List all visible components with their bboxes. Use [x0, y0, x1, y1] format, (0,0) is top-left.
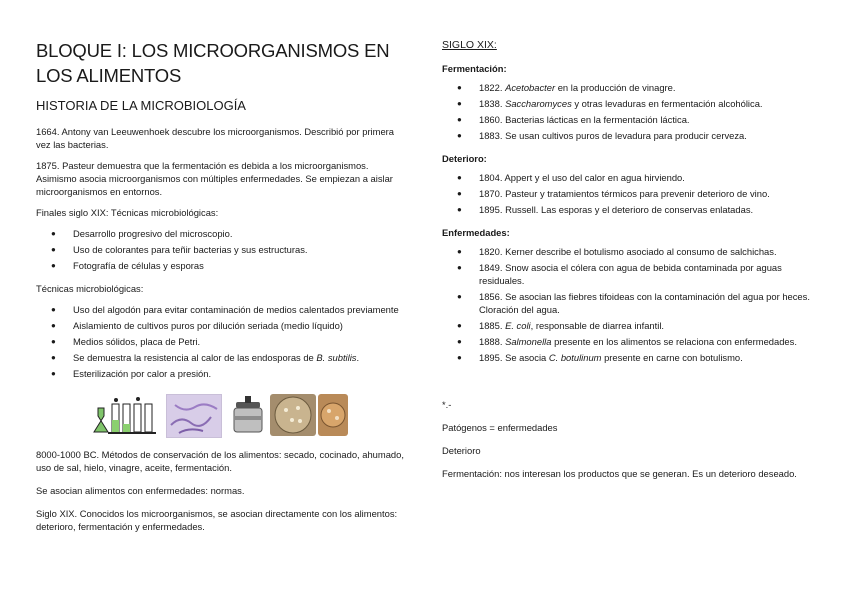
list-item: ● Se demuestra la resistencia al calor de las endosporas de B. subtilis. [36, 351, 408, 364]
deterioro-note: Deterioro [442, 445, 481, 456]
illustration-strip [92, 394, 408, 436]
list-item: ● Desarrollo progresivo del microscopio. [36, 227, 408, 240]
list-item: ● 1838. Saccharomyces y otras levaduras en fermentación alcohólica. [442, 97, 814, 110]
patogenos-note: Patógenos = enfermedades [442, 422, 558, 433]
paragraph-1664: 1664. Antony van Leeuwenhoek descubre los microorganismos. Describió por primera vez las bacterias. [36, 126, 395, 150]
finales-list [36, 227, 408, 272]
siglo-xix-title: SIGLO XIX: [442, 39, 497, 51]
tecnicas-list [36, 303, 408, 380]
list-item: ● Uso del algodón para evitar contaminación de medios calentados previamente [36, 303, 408, 316]
enfermedades-list [442, 245, 814, 364]
deterioro-heading: Deterioro: [442, 153, 487, 164]
deterioro-list [442, 171, 814, 216]
list-item: ● 1860. Bacterias lácticas en la fermentación láctica. [442, 113, 814, 126]
petri-dish-photo [270, 394, 316, 436]
paragraph-normas: Se asocian alimentos con enfermedades: normas. [36, 485, 245, 496]
culture-plate-photo [318, 394, 348, 436]
enfermedades-heading: Enfermedades: [442, 227, 510, 238]
list-item: ● 1870. Pasteur y tratamientos térmicos para prevenir deterioro de vino. [442, 187, 814, 200]
list-item: ● Aislamiento de cultivos puros por dilución seriada (medio líquido) [36, 319, 408, 332]
finales-heading: Finales siglo XIX: Técnicas microbiológicas: [36, 207, 219, 218]
list-item: ● Esterilización por calor a presión. [36, 367, 408, 380]
tecnicas-heading: Técnicas microbiológicas: [36, 283, 144, 294]
list-item: ● 1888. Salmonella presente en los alimentos se relaciona con enfermedades. [442, 335, 814, 348]
note-symbol: *.- [442, 399, 452, 410]
left-column [36, 0, 408, 533]
species-name: B. subtilis [316, 352, 357, 363]
list-item: ● 1804. Appert y el uso del calor en agua hirviendo. [442, 171, 814, 184]
paragraph-8000bc: 8000-1000 BC. Métodos de conservación de los alimentos: secado, cocinado, ahumado, uso de sal, hielo, vinagre, aceite, fermentación. [36, 449, 404, 473]
list-item: ● 1885. E. coli, responsable de diarrea infantil. [442, 319, 814, 332]
bacteria-micrograph [166, 394, 222, 438]
fermentacion-list [442, 81, 814, 142]
paragraph-1875: 1875. Pasteur demuestra que la fermentación es debida a los microorganismos. Asimismo asocia microorganismos con múltiples enfermedades. Se empiezan a aislar microorganismos en entornos. [36, 160, 393, 197]
paragraph-siglo-xix: Siglo XIX. Conocidos los microorganismos, se asocian directamente con los alimentos: deterioro, fermentación y enfermedades. [36, 508, 398, 532]
lab-flasks-illustration [92, 394, 162, 436]
list-item: ● 1856. Se asocian las fiebres tifoideas con la contaminación del agua por heces. Cloración del agua. [442, 290, 814, 316]
right-column [442, 0, 814, 480]
page-title: BLOQUE I: LOS MICROORGANISMOS EN LOS ALIMENTOS [36, 40, 390, 86]
list-item: ● 1883. Se usan cultivos puros de levadura para producir cerveza. [442, 129, 814, 142]
list-item: ● 1895. Se asocia C. botulinum presente en carne con botulismo. [442, 351, 814, 364]
autoclave-illustration [228, 394, 268, 436]
list-item: ● 1849. Snow asocia el cólera con agua de bebida contaminada por aguas residuales. [442, 261, 814, 287]
fermentacion-heading: Fermentación: [442, 63, 507, 74]
list-item: ● 1822. Acetobacter en la producción de vinagre. [442, 81, 814, 94]
section-subtitle: HISTORIA DE LA MICROBIOLOGÍA [36, 98, 246, 113]
fermentacion-note: Fermentación: nos interesan los productos que se generan. Es un deterioro deseado. [442, 468, 797, 479]
list-item: ● Fotografía de células y esporas [36, 259, 408, 272]
list-item: ● 1820. Kerner describe el botulismo asociado al consumo de salchichas. [442, 245, 814, 258]
list-item: ● 1895. Russell. Las esporas y el deterioro de conservas enlatadas. [442, 203, 814, 216]
list-item: ● Medios sólidos, placa de Petri. [36, 335, 408, 348]
list-item: ● Uso de colorantes para teñir bacterias y sus estructuras. [36, 243, 408, 256]
